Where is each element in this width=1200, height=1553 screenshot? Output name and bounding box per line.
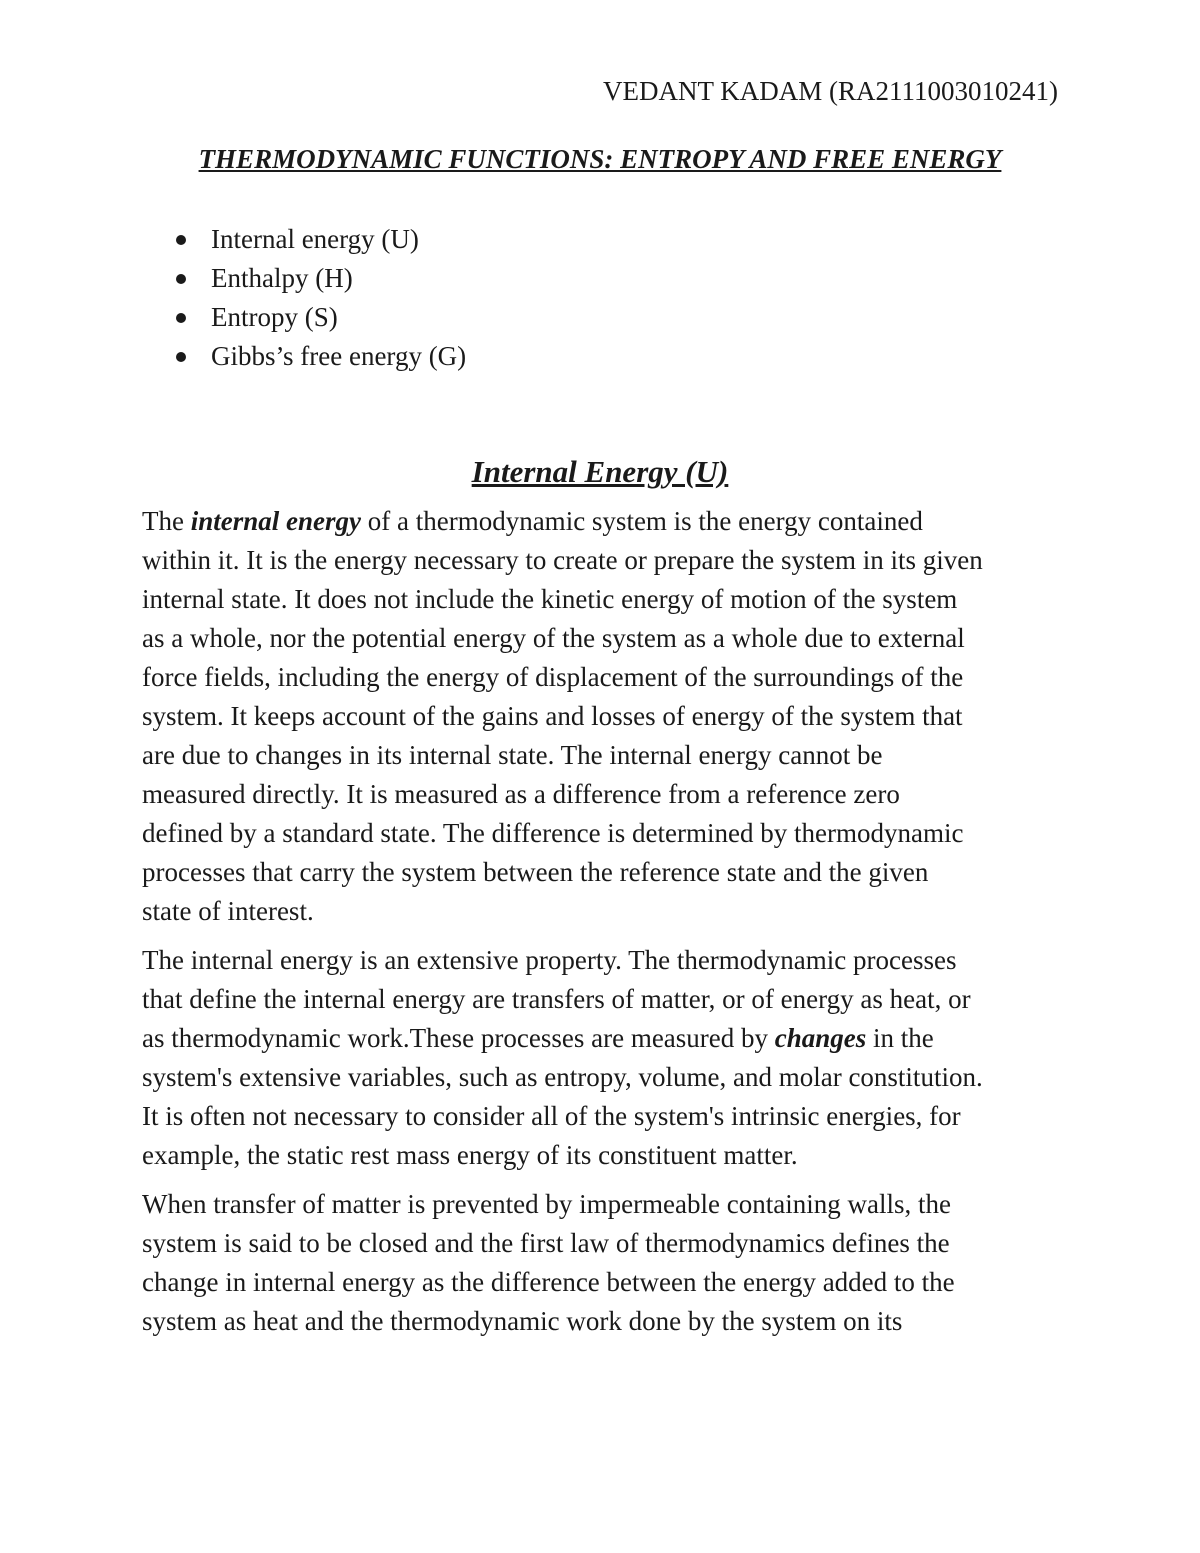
paragraph-1 xyxy=(142,502,1060,931)
bullet-icon xyxy=(176,274,186,284)
document-title: THERMODYNAMIC FUNCTIONS: ENTROPY AND FREE ENERGY xyxy=(198,144,1002,174)
text-line: force fields, including the energy of displacement of the surroundings of the xyxy=(142,662,964,692)
emphasized-term: internal energy xyxy=(190,506,361,536)
text-run: of a thermodynamic system is the energy contained xyxy=(361,506,923,536)
text-run: as thermodynamic work.These processes are measured by xyxy=(142,1023,775,1053)
text-line: internal state. It does not include the kinetic energy of motion of the system xyxy=(142,584,958,614)
list-item-text: Enthalpy (H) xyxy=(211,263,353,293)
text-run: The xyxy=(142,506,191,536)
list-item xyxy=(211,259,466,298)
section-body xyxy=(142,502,1060,1341)
bullet-icon xyxy=(176,313,186,323)
paragraph-2 xyxy=(142,941,1060,1175)
text-line xyxy=(142,502,1060,541)
paragraph-gap xyxy=(142,931,1060,941)
list-item xyxy=(211,298,466,337)
paragraph-gap xyxy=(142,1175,1060,1185)
text-line: are due to changes in its internal state. The internal energy cannot be xyxy=(142,740,883,770)
paragraph-3 xyxy=(142,1185,1060,1341)
text-line: processes that carry the system between the reference state and the given xyxy=(142,857,929,887)
text-line: system as heat and the thermodynamic work done by the system on its xyxy=(142,1306,903,1336)
list-item-text: Gibbs’s free energy (G) xyxy=(211,341,467,371)
text-line xyxy=(142,1019,1060,1058)
text-line: state of interest. xyxy=(142,896,314,926)
text-run: in the xyxy=(866,1023,934,1053)
text-line: The internal energy is an extensive property. The thermodynamic processes xyxy=(142,945,957,975)
text-line: within it. It is the energy necessary to create or prepare the system in its given xyxy=(142,545,983,575)
text-line: system. It keeps account of the gains and losses of energy of the system that xyxy=(142,701,963,731)
section-heading: Internal Energy (U) xyxy=(471,454,729,489)
text-line: that define the internal energy are transfers of matter, or of energy as heat, or xyxy=(142,984,971,1014)
emphasized-term: changes xyxy=(774,1023,867,1053)
bullet-icon xyxy=(176,352,186,362)
list-item-text: Entropy (S) xyxy=(211,302,338,332)
list-item-text: Internal energy (U) xyxy=(211,224,419,254)
text-line: example, the static rest mass energy of its constituent matter. xyxy=(142,1140,798,1170)
author-header: VEDANT KADAM (RA2111003010241) xyxy=(603,76,1058,106)
list-item xyxy=(211,220,466,259)
text-line: defined by a standard state. The difference is determined by thermodynamic xyxy=(142,818,964,848)
bullet-icon xyxy=(176,235,186,245)
text-line: It is often not necessary to consider all of the system's intrinsic energies, for xyxy=(142,1101,961,1131)
text-line: system is said to be closed and the first law of thermodynamics defines the xyxy=(142,1228,950,1258)
text-line: measured directly. It is measured as a difference from a reference zero xyxy=(142,779,900,809)
text-line: system's extensive variables, such as entropy, volume, and molar constitution. xyxy=(142,1062,983,1092)
text-line: change in internal energy as the difference between the energy added to the xyxy=(142,1267,955,1297)
text-line: When transfer of matter is prevented by impermeable containing walls, the xyxy=(142,1189,951,1219)
text-line: as a whole, nor the potential energy of the system as a whole due to external xyxy=(142,623,965,653)
list-item xyxy=(211,337,466,376)
topic-list xyxy=(211,220,466,376)
